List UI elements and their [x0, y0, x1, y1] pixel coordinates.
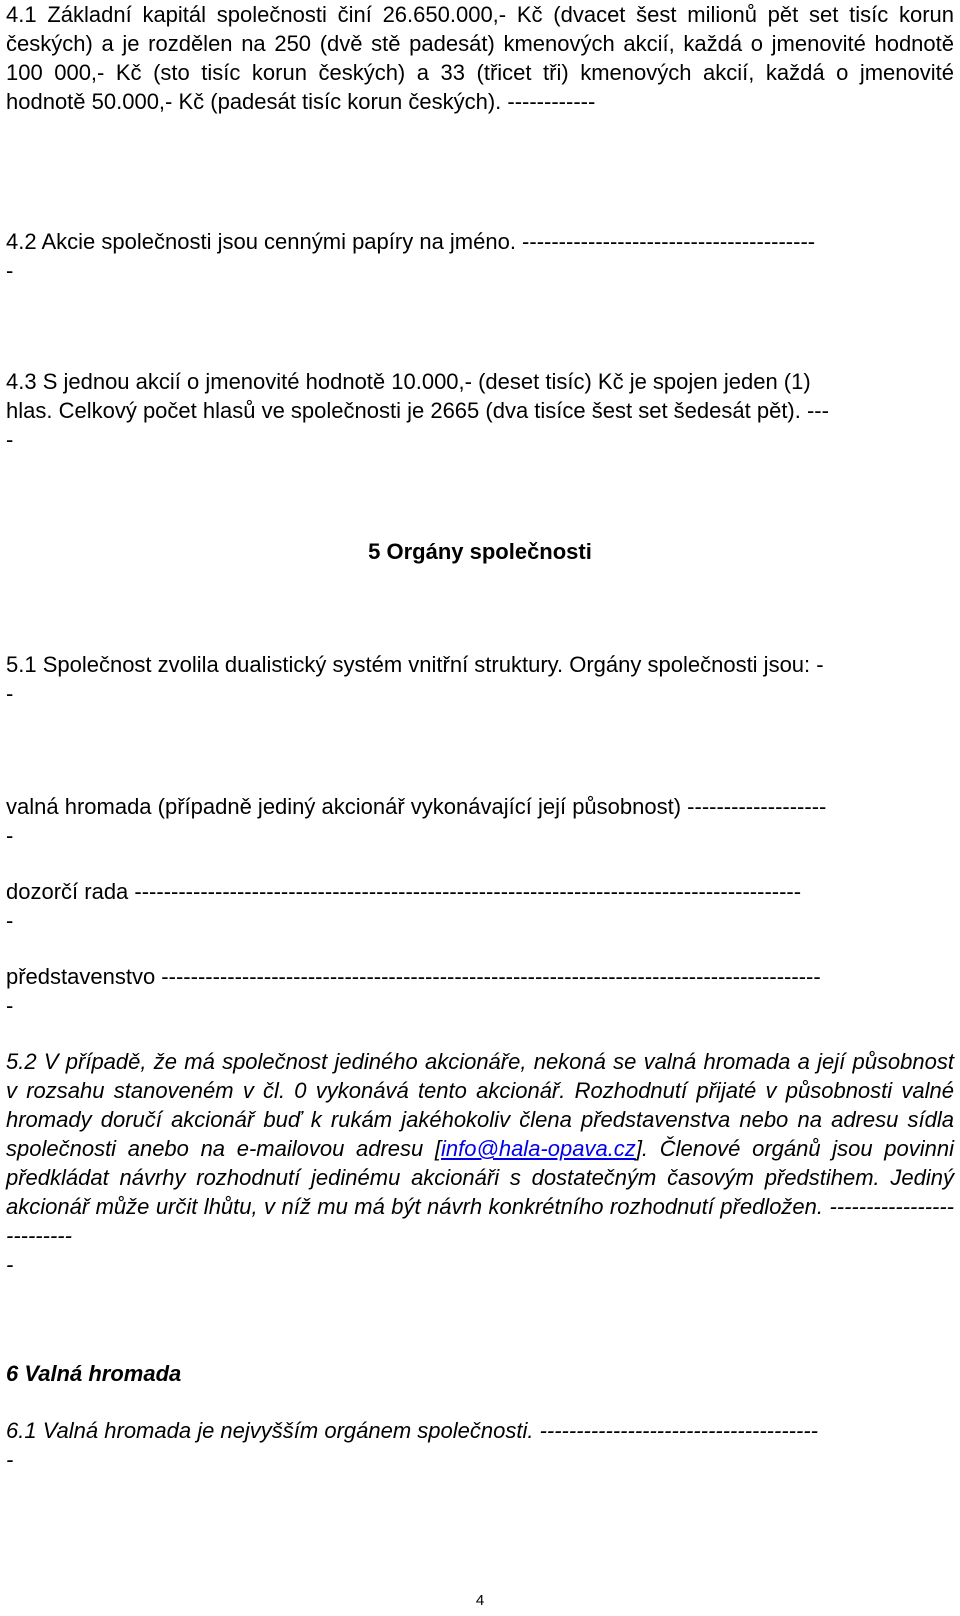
organ-item-supervisory-board: dozorčí rada -------------------------------------------------------------------------------------------	[6, 879, 802, 904]
paragraph-4-3-dash: -	[6, 427, 14, 452]
organ-item-board-of-directors-dash: -	[6, 993, 14, 1018]
paragraph-5-2	[6, 1047, 954, 1250]
paragraph-6-1: 6.1 Valná hromada je nejvyšším orgánem společnosti. --------------------------------------	[6, 1418, 818, 1443]
paragraph-6-1-dash: -	[6, 1447, 14, 1472]
paragraph-4-2: 4.2 Akcie společnosti jsou cennými papíry na jméno. ----------------------------------------	[6, 229, 816, 254]
paragraph-4-3-line2: hlas. Celkový počet hlasů ve společnosti je 2665 (dva tisíce šest set šedesát pět). ---	[6, 398, 829, 423]
paragraph-5-2-text-a: 5.2 V případě, že má společnost jediného akcionáře, nekoná se valná hromada a její působnost v rozsahu stanoveném v čl. 0 vykonává tento akcionář. Rozhodnutí přijaté v působnosti valné hromady doručí akcionář buď k rukám jakéhokoliv člena představenstva nebo na adresu sídla společnosti anebo na e-mailovou adresu [	[6, 1049, 954, 1161]
email-link[interactable]: info@hala-opava.cz	[441, 1136, 636, 1161]
paragraph-5-1-dash: -	[6, 681, 14, 706]
paragraph-4-1: 4.1 Základní kapitál společnosti činí 26.650.000,- Kč (dvacet šest milionů pět set tisíc korun českých) a je rozdělen na 250 (dvě stě padesát) kmenových akcií, každá o jmenovité hodnotě 100 000,- Kč (sto tisíc korun českých) a 33 (třicet tři) kmenových akcií, každá o jmenovité hodnotě 50.000,- Kč (padesát tisíc korun českých). ------------	[6, 2, 954, 114]
organ-item-general-meeting: valná hromada (případně jediný akcionář vykonávající její působnost) -------------------	[6, 794, 827, 819]
organ-item-board-of-directors: představenstvo ------------------------------------------------------------------------------------------	[6, 964, 821, 989]
organ-item-supervisory-board-dash: -	[6, 908, 14, 933]
paragraph-5-2-dash: -	[6, 1252, 14, 1277]
organ-item-general-meeting-dash: -	[6, 823, 14, 848]
paragraph-4-2-dash: -	[6, 258, 14, 283]
section-heading-6: 6 Valná hromada	[6, 1361, 182, 1386]
paragraph-5-1: 5.1 Společnost zvolila dualistický systém vnitřní struktury. Orgány společnosti jsou: -	[6, 652, 824, 677]
page-number: 4	[475, 1592, 485, 1609]
paragraph-5-2-text-b: ]. Členové orgánů jsou povinni předkládat návrhy rozhodnutí jedinému akcionáři s dostatečným časovým předstihem. Jediný akcionář může určit lhůtu, v níž mu má být návrh konkrétního rozhodnutí předložen. --------------------------	[6, 1136, 954, 1248]
paragraph-4-3: 4.3 S jednou akcií o jmenovité hodnotě 10.000,- (deset tisíc) Kč je spojen jeden (1)	[6, 369, 811, 394]
section-heading-5: 5 Orgány společnosti	[368, 539, 592, 564]
